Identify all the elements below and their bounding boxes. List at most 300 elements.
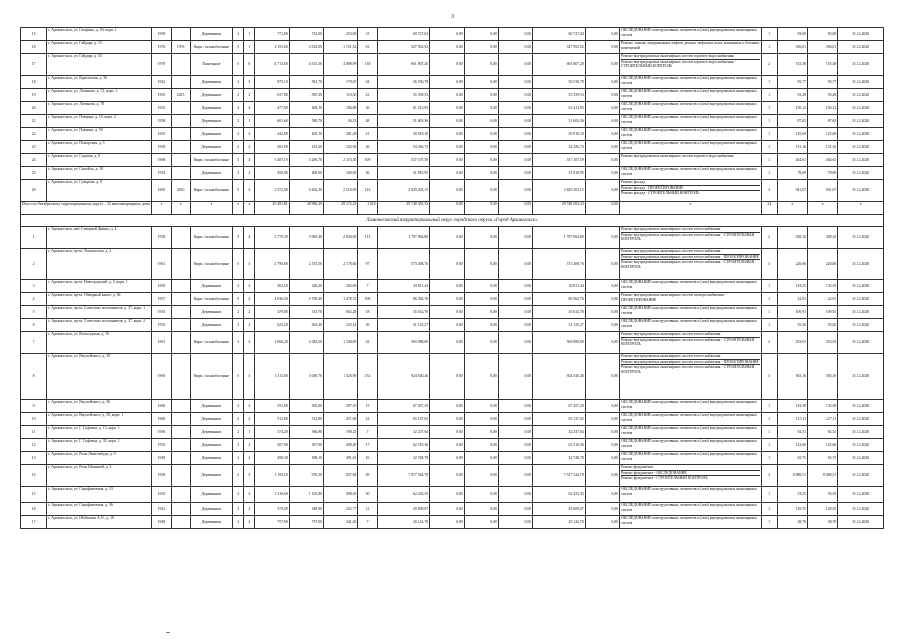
cell-repair-year bbox=[171, 319, 190, 332]
cell-row-number: 10 bbox=[21, 413, 47, 426]
cell-cost-fund: 0,00 bbox=[430, 400, 464, 413]
table-row bbox=[21, 439, 884, 452]
cell-entrances: 2 bbox=[244, 128, 255, 141]
subtotal-cell: x bbox=[808, 202, 838, 215]
cell-cost-other: 0,00 bbox=[585, 280, 619, 293]
cell-total-area: 442,90 bbox=[255, 128, 289, 141]
cell-cost-fund: 0,00 bbox=[430, 128, 464, 141]
cell-cost-city: 0,00 bbox=[498, 180, 532, 202]
table-body-upper bbox=[21, 28, 884, 202]
cell-floors: 2 bbox=[233, 89, 244, 102]
cell-deadline: 31.12.2020 bbox=[838, 516, 884, 529]
cell-cost-region: 0,00 bbox=[464, 516, 498, 529]
cell-floors: 5 bbox=[233, 249, 244, 280]
cell-entrances: 2 bbox=[244, 102, 255, 115]
cell-cost-total: 2 829 203,15 bbox=[377, 180, 430, 202]
cell-cost-total: 31 810,95 bbox=[377, 167, 430, 180]
cell-cost-region: 0,00 bbox=[464, 413, 498, 426]
cell-common-area: 498,40 bbox=[324, 439, 358, 452]
work-item: ОБСЛЕДОВАНИЕ конструктивных элементов и (или) внутридомовых инженерных систем bbox=[621, 89, 757, 98]
cell-floors: 5 bbox=[233, 180, 244, 202]
cell-cost-total: 65 137,02 bbox=[377, 413, 430, 426]
cell-build-year: 1954 bbox=[152, 167, 171, 180]
cell-cost-other: 0,00 bbox=[585, 102, 619, 115]
cell-unit-cost: 458,10 bbox=[777, 227, 807, 249]
cell-cost-other: 0,00 bbox=[585, 306, 619, 319]
cell-cost-region: 0,00 bbox=[464, 293, 498, 306]
cell-cost-region: 0,00 bbox=[464, 426, 498, 439]
cell-repair-year: 2010 bbox=[171, 180, 190, 202]
cell-row-number: 8 bbox=[21, 354, 47, 400]
subtotal-row bbox=[21, 202, 884, 215]
cell-address: г. Архангельск, ул. Серафимовича, д. 36 bbox=[47, 503, 152, 516]
cell-cost-owners: 50 918,10 bbox=[533, 128, 586, 141]
table-row bbox=[21, 332, 884, 354]
cell-cost-other: 0,00 bbox=[585, 54, 619, 76]
cell-floors: 2 bbox=[233, 439, 244, 452]
cell-row-number: 23 bbox=[21, 141, 47, 154]
cell-common-area: 491,61 bbox=[324, 452, 358, 465]
cell-deadline: 31.12.2020 bbox=[838, 249, 884, 280]
work-item: Ремонт внутридомовых инженерных систем электроснабжения - ПРОЕКТИРОВАНИЕ bbox=[621, 293, 726, 302]
cell-cost-other: 0,00 bbox=[585, 89, 619, 102]
cell-residents: 152 bbox=[358, 354, 377, 400]
cell-work-count: 1 bbox=[761, 41, 777, 54]
table-row bbox=[21, 41, 884, 54]
cell-entrances: 3 bbox=[244, 76, 255, 89]
subtotal-cell: 24 bbox=[761, 202, 777, 215]
cell-unit-cost: 123,66 bbox=[777, 439, 807, 452]
cell-row-number: 2 bbox=[21, 249, 47, 280]
cell-living-area: 4 315,30 bbox=[289, 54, 323, 76]
cell-residents: 48 bbox=[358, 115, 377, 128]
cell-wall-material: Панельные bbox=[190, 54, 232, 76]
cell-entrances: 2 bbox=[244, 141, 255, 154]
cell-work-count: 1 bbox=[761, 452, 777, 465]
cell-cost-owners: 537 107,59 bbox=[533, 154, 586, 167]
cell-build-year: 1948 bbox=[152, 516, 171, 529]
cell-repair-year: 2013 bbox=[171, 89, 190, 102]
work-item: Ремонт внутридомовых инженерных систем теплоснабжения - СТРОИТЕЛЬНЫЙ КОНТРОЛЬ bbox=[621, 337, 759, 347]
cell-deadline: 31.12.2020 bbox=[838, 141, 884, 154]
subtotal-cell: x bbox=[190, 202, 232, 215]
cell-row-number: 15 bbox=[21, 487, 47, 503]
cell-total-area: 3 572,90 bbox=[255, 180, 289, 202]
cell-cost-region: 0,00 bbox=[464, 41, 498, 54]
cell-entrances: 3 bbox=[244, 249, 255, 280]
cell-row-number: 18 bbox=[21, 76, 47, 89]
cell-entrances: 2 bbox=[244, 487, 255, 503]
cell-floors: 2 bbox=[233, 128, 244, 141]
work-item: ОБСЛЕДОВАНИЕ конструктивных элементов и (или) внутридомовых инженерных систем bbox=[621, 280, 757, 289]
cell-unit-cost: 87,65 bbox=[777, 115, 807, 128]
cell-common-area: 160,00 bbox=[324, 167, 358, 180]
cell-cost-owners: 569 088,00 bbox=[533, 332, 586, 354]
cell-deadline: 31.12.2020 bbox=[838, 426, 884, 439]
cell-cost-total: 573 408,76 bbox=[377, 249, 430, 280]
cell-max-cost: 264,61 bbox=[808, 154, 838, 167]
cell-cost-total: 661 807,20 bbox=[377, 54, 430, 76]
work-item: Ремонт внутридомовых инженерных систем горячего водоснабжения bbox=[621, 154, 734, 158]
cell-unit-cost: 125,69 bbox=[777, 128, 807, 141]
cell-common-area: 2 178,60 bbox=[324, 249, 358, 280]
work-item: Ремонт внутридомовых инженерных систем теплоснабжения - ПРОЕКТИРОВАНИЕ bbox=[621, 254, 759, 259]
subtotal-cell: x bbox=[777, 202, 807, 215]
cell-common-area: 602,28 bbox=[324, 306, 358, 319]
cell-cost-total: 7 917 544,78 bbox=[377, 465, 430, 487]
cell-cost-other: 0,00 bbox=[585, 167, 619, 180]
cell-unit-cost: 356,01 bbox=[777, 41, 807, 54]
cell-cost-fund: 0,00 bbox=[430, 154, 464, 167]
work-item: Ремонт фундамента - ОБСЛЕДОВАНИЕ bbox=[621, 470, 759, 476]
table-row bbox=[21, 452, 884, 465]
cell-entrances: 3 bbox=[244, 465, 255, 487]
cell-work-type bbox=[620, 354, 761, 400]
cell-max-cost: 55,26 bbox=[808, 319, 838, 332]
cell-work-type bbox=[620, 503, 761, 516]
cell-entrances: 2 bbox=[244, 400, 255, 413]
cell-floors: 5 bbox=[233, 227, 244, 249]
cell-wall-material: Деревянные bbox=[190, 413, 232, 426]
cell-address: г. Архангельск, ул. Садовая, д. 6 bbox=[47, 154, 152, 167]
cell-address: г. Архангельск, ул. Логинова, д. 78 bbox=[47, 102, 152, 115]
cell-max-cost: 226,06 bbox=[808, 249, 838, 280]
section-header-row bbox=[21, 215, 884, 227]
cell-deadline: 31.12.2020 bbox=[838, 54, 884, 76]
cell-cost-owners: 32 237,64 bbox=[533, 426, 586, 439]
cell-cost-city: 0,00 bbox=[498, 54, 532, 76]
cell-floors: 2 bbox=[233, 319, 244, 332]
cell-total-area: 3 487,10 bbox=[255, 154, 289, 167]
cell-total-area: 307,90 bbox=[255, 439, 289, 452]
cell-build-year: 1935 bbox=[152, 487, 171, 503]
cell-floors: 5 bbox=[233, 154, 244, 167]
cell-cost-owners: 31 810,95 bbox=[533, 167, 586, 180]
table-row bbox=[21, 154, 884, 167]
cell-cost-fund: 0,00 bbox=[430, 54, 464, 76]
cell-row-number: 5 bbox=[21, 306, 47, 319]
work-item: Ремонт внутридомовых инженерных систем теплоснабжения - СТРОИТЕЛЬНЫЙ КОНТРОЛЬ bbox=[621, 259, 759, 269]
cell-max-cost: 22,91 bbox=[808, 293, 838, 306]
cell-living-area: 409,10 bbox=[289, 102, 323, 115]
cell-cost-owners: 62 510,36 bbox=[533, 439, 586, 452]
cell-wall-material: Деревянные bbox=[190, 115, 232, 128]
cell-residents: 109 bbox=[358, 154, 377, 167]
cell-cost-other: 0,00 bbox=[585, 76, 619, 89]
cell-row-number: 11 bbox=[21, 426, 47, 439]
cell-cost-total: 537 107,59 bbox=[377, 154, 430, 167]
cell-max-cost: 87,65 bbox=[808, 115, 838, 128]
cell-common-area: 2 374,30 bbox=[324, 154, 358, 167]
cell-work-type bbox=[620, 41, 761, 54]
cell-work-type bbox=[620, 249, 761, 280]
cell-work-type bbox=[620, 293, 761, 306]
cell-cost-region: 0,00 bbox=[464, 167, 498, 180]
cell-build-year: 1955 bbox=[152, 439, 171, 452]
cell-unit-cost: 303,16 bbox=[777, 354, 807, 400]
cell-work-type bbox=[620, 180, 761, 202]
work-item: Ремонт внутридомовых инженерных систем горячего водоснабжения - СТРОИТЕЛЬНЫЙ КОНТРОЛЬ bbox=[621, 59, 759, 69]
subtotal-cell: 29 748 583,33 bbox=[533, 202, 586, 215]
cell-build-year: 1961 bbox=[152, 249, 171, 280]
cell-cost-city: 0,00 bbox=[498, 413, 532, 426]
cell-cost-owners: 32 748,78 bbox=[533, 452, 586, 465]
cell-address: г. Архангельск, ул. Розы Люксембург, д. 9 bbox=[47, 452, 152, 465]
cell-work-count: 1 bbox=[761, 487, 777, 503]
cell-wall-material: Деревянные bbox=[190, 28, 232, 41]
capital-repair-table bbox=[20, 27, 884, 529]
cell-wall-material: Деревянные bbox=[190, 141, 232, 154]
cell-unit-cost: 153,38 bbox=[777, 54, 807, 76]
cell-floors: 2 bbox=[233, 503, 244, 516]
cell-build-year: 1968 bbox=[152, 154, 171, 167]
work-item: Ремонт фундамента bbox=[621, 465, 654, 469]
cell-entrances: 3 bbox=[244, 180, 255, 202]
cell-residents: 21 bbox=[358, 503, 377, 516]
work-item: ОБСЛЕДОВАНИЕ конструктивных элементов и (или) внутридомовых инженерных систем bbox=[621, 503, 757, 512]
cell-work-type bbox=[620, 141, 761, 154]
cell-cost-city: 0,00 bbox=[498, 141, 532, 154]
cell-residents: 17 bbox=[358, 439, 377, 452]
work-item: Ремонт внутридомовых инженерных систем теплоснабжения bbox=[621, 332, 721, 336]
cell-cost-region: 0,00 bbox=[464, 89, 498, 102]
work-item: Ремонт внутридомовых инженерных систем теплоснабжения - ПРОЕКТИРОВАНИЕ bbox=[621, 359, 759, 364]
cell-residents: 113 bbox=[358, 227, 377, 249]
cell-residents: 41 bbox=[358, 89, 377, 102]
cell-common-area: 4 088,99 bbox=[324, 54, 358, 76]
cell-build-year: 1939 bbox=[152, 141, 171, 154]
cell-deadline: 31.12.2020 bbox=[838, 102, 884, 115]
cell-work-count: 1 bbox=[761, 102, 777, 115]
cell-common-area: 102,50 bbox=[324, 141, 358, 154]
cell-work-type bbox=[620, 452, 761, 465]
cell-repair-year bbox=[171, 487, 190, 503]
cell-living-area: 976,50 bbox=[289, 465, 323, 487]
cell-cost-other: 0,00 bbox=[585, 41, 619, 54]
cell-deadline: 31.12.2020 bbox=[838, 400, 884, 413]
work-item: ОБСЛЕДОВАНИЕ конструктивных элементов и (или) внутридомовых инженерных систем bbox=[621, 439, 757, 448]
cell-unit-cost: 93,28 bbox=[777, 89, 807, 102]
cell-cost-total: 60 727,04 bbox=[377, 28, 430, 41]
cell-build-year: 1976 bbox=[152, 41, 171, 54]
work-item: ОБСЛЕДОВАНИЕ конструктивных элементов и (или) внутридомовых инженерных систем bbox=[621, 128, 757, 137]
cell-build-year: 1955 bbox=[152, 319, 171, 332]
cell-cost-city: 0,00 bbox=[498, 400, 532, 413]
subtotal-block bbox=[21, 202, 884, 227]
cell-work-type bbox=[620, 128, 761, 141]
cell-wall-material: Деревянные bbox=[190, 452, 232, 465]
cell-max-cost: 95,77 bbox=[808, 76, 838, 89]
cell-repair-year bbox=[171, 452, 190, 465]
cell-unit-cost: 150,12 bbox=[777, 102, 807, 115]
table-row bbox=[21, 128, 884, 141]
cell-cost-other: 0,00 bbox=[585, 426, 619, 439]
cell-unit-cost: 83,00 bbox=[777, 28, 807, 41]
cell-build-year: 1958 bbox=[152, 115, 171, 128]
cell-entrances: 2 bbox=[244, 89, 255, 102]
cell-entrances: 4 bbox=[244, 227, 255, 249]
work-item: Ремонт внутридомовых инженерных систем теплоснабжения bbox=[621, 354, 721, 358]
cell-address: г. Архангельск, пр-кт. Советских космонавтов, д. 37, корп. 2 bbox=[47, 319, 152, 332]
cell-floors: 5 bbox=[233, 41, 244, 54]
cell-cost-owners: 51 603,36 bbox=[533, 115, 586, 128]
cell-common-area: 1 478,72 bbox=[324, 293, 358, 306]
cell-address: г. Архангельск, ул. Гайдара, д. 53 bbox=[47, 54, 152, 76]
table-row bbox=[21, 102, 884, 115]
work-item: ОБСЛЕДОВАНИЕ конструктивных элементов и (или) внутридомовых инженерных систем bbox=[621, 487, 757, 496]
cell-unit-cost: 55,26 bbox=[777, 319, 807, 332]
cell-floors: 5 bbox=[233, 293, 244, 306]
cell-common-area: 241,20 bbox=[324, 516, 358, 529]
cell-work-count: 1 bbox=[761, 128, 777, 141]
subtotal-cell: 29 172,25 bbox=[324, 202, 358, 215]
work-item: ОБСЛЕДОВАНИЕ конструктивных элементов и (или) внутридомовых инженерных систем bbox=[621, 400, 757, 409]
table-row bbox=[21, 354, 884, 400]
cell-floors: 2 bbox=[233, 400, 244, 413]
cell-unit-cost: 226,06 bbox=[777, 249, 807, 280]
cell-residents: 36 bbox=[358, 167, 377, 180]
cell-floors: 2 bbox=[233, 280, 244, 293]
cell-cost-total: 1 787 964,80 bbox=[377, 227, 430, 249]
cell-address: г. Архангельск, ул. Гайдара, д. 15 bbox=[47, 41, 152, 54]
cell-repair-year bbox=[171, 293, 190, 306]
cell-cost-owners: 1 787 964,80 bbox=[533, 227, 586, 249]
cell-build-year: 1958 bbox=[152, 28, 171, 41]
work-item: ОБСЛЕДОВАНИЕ конструктивных элементов и (или) внутридомовых инженерных систем bbox=[621, 452, 757, 461]
table-row bbox=[21, 465, 884, 487]
table-row bbox=[21, 28, 884, 41]
page-number: 3 bbox=[451, 14, 454, 20]
cell-wall-material: Кирп./ шлакоблочные bbox=[190, 293, 232, 306]
cell-cost-owners: 20 142,70 bbox=[533, 516, 586, 529]
cell-floors: 2 bbox=[233, 76, 244, 89]
cell-entrances: 2 bbox=[244, 439, 255, 452]
cell-cost-owners: 67 457,29 bbox=[533, 400, 586, 413]
cell-deadline: 31.12.2020 bbox=[838, 354, 884, 400]
cell-deadline: 31.12.2020 bbox=[838, 319, 884, 332]
cell-residents: 42 bbox=[358, 332, 377, 354]
cell-work-type bbox=[620, 280, 761, 293]
cell-cost-region: 0,00 bbox=[464, 154, 498, 167]
cell-cost-fund: 0,00 bbox=[430, 487, 464, 503]
cell-wall-material: Кирп./ шлакоблочные bbox=[190, 227, 232, 249]
cell-cost-owners: 45 609,07 bbox=[533, 503, 586, 516]
cell-total-area: 479,80 bbox=[255, 306, 289, 319]
cell-residents: 21 bbox=[358, 128, 377, 141]
cell-row-number: 24 bbox=[21, 154, 47, 167]
work-item: ОБСЛЕДОВАНИЕ конструктивных элементов и (или) внутридомовых инженерных систем bbox=[621, 516, 757, 525]
cell-address: г. Архангельск, ул. Розы Шаниной, д. 2 bbox=[47, 465, 152, 487]
cell-cost-region: 0,00 bbox=[464, 76, 498, 89]
cell-unit-cost: 264,61 bbox=[777, 154, 807, 167]
cell-cost-region: 0,00 bbox=[464, 452, 498, 465]
cell-work-count: 1 bbox=[761, 154, 777, 167]
work-item: ОБСЛЕДОВАНИЕ конструктивных элементов и (или) внутридомовых инженерных систем bbox=[621, 306, 757, 315]
cell-repair-year bbox=[171, 102, 190, 115]
cell-cost-region: 0,00 bbox=[464, 180, 498, 202]
cell-build-year: 1965 bbox=[152, 180, 171, 202]
cell-row-number: 16 bbox=[21, 41, 47, 54]
cell-cost-region: 0,00 bbox=[464, 503, 498, 516]
cell-cost-total: 56 530,78 bbox=[377, 76, 430, 89]
cell-wall-material: Деревянные bbox=[190, 280, 232, 293]
cell-cost-city: 0,00 bbox=[498, 249, 532, 280]
cell-living-area: 328,20 bbox=[289, 280, 323, 293]
cell-address: г. Архангельск, ул. Выучейского, д. 56 bbox=[47, 400, 152, 413]
cell-cost-city: 0,00 bbox=[498, 102, 532, 115]
cell-cost-other: 0,00 bbox=[585, 28, 619, 41]
cell-entrances: 4 bbox=[244, 293, 255, 306]
cell-common-area: 186,80 bbox=[324, 102, 358, 115]
cell-work-count: 1 bbox=[761, 293, 777, 306]
cell-work-type bbox=[620, 332, 761, 354]
cell-wall-material: Деревянные bbox=[190, 503, 232, 516]
cell-address: г. Архангельск, ул. Вологодская, д. 10 bbox=[47, 332, 152, 354]
work-item: Ремонт внутридомовых инженерных систем теплоснабжения bbox=[621, 227, 721, 231]
cell-wall-material: Деревянные bbox=[190, 167, 232, 180]
cell-cost-other: 0,00 bbox=[585, 293, 619, 306]
cell-residents: 7 bbox=[358, 426, 377, 439]
cell-entrances: 2 bbox=[244, 413, 255, 426]
cell-cost-owners: 573 408,76 bbox=[533, 249, 586, 280]
table-row bbox=[21, 227, 884, 249]
cell-living-area: 405,10 bbox=[289, 128, 323, 141]
cell-total-area: 757,90 bbox=[255, 516, 289, 529]
cell-floors: 2 bbox=[233, 28, 244, 41]
cell-cost-total: 45 609,07 bbox=[377, 503, 430, 516]
cell-total-area: 363,50 bbox=[255, 280, 289, 293]
cell-cost-city: 0,00 bbox=[498, 426, 532, 439]
cell-max-cost: 28,70 bbox=[808, 516, 838, 529]
cell-work-type bbox=[620, 89, 761, 102]
cell-cost-fund: 0,00 bbox=[430, 426, 464, 439]
cell-total-area: 203,90 bbox=[255, 141, 289, 154]
cell-wall-material: Деревянные bbox=[190, 487, 232, 503]
subtotal-cell: 0,00 bbox=[498, 202, 532, 215]
cell-residents: 15 bbox=[358, 400, 377, 413]
cell-entrances: 2 bbox=[244, 306, 255, 319]
work-item: ОБСЛЕДОВАНИЕ конструктивных элементов и (или) внутридомовых инженерных систем bbox=[621, 426, 757, 435]
cell-work-type bbox=[620, 167, 761, 180]
cell-cost-region: 0,00 bbox=[464, 115, 498, 128]
cell-build-year: 1955 bbox=[152, 128, 171, 141]
work-item: ОБСЛЕДОВАНИЕ конструктивных элементов и (или) внутридомовых инженерных систем bbox=[621, 76, 757, 85]
cell-entrances: 6 bbox=[244, 54, 255, 76]
cell-cost-region: 0,00 bbox=[464, 319, 498, 332]
cell-max-cost: 127,11 bbox=[808, 413, 838, 426]
cell-floors: 2 bbox=[233, 452, 244, 465]
cell-cost-city: 0,00 bbox=[498, 154, 532, 167]
cell-living-area: 348,90 bbox=[289, 503, 323, 516]
cell-cost-city: 0,00 bbox=[498, 167, 532, 180]
table-row bbox=[21, 89, 884, 102]
cell-total-area: 4 036,50 bbox=[255, 293, 289, 306]
cell-work-count: 3 bbox=[761, 249, 777, 280]
cell-build-year: 1957 bbox=[152, 293, 171, 306]
cell-total-area: 498,30 bbox=[255, 452, 289, 465]
work-item: ОБСЛЕДОВАНИЕ конструктивных элементов и (или) внутридомовых инженерных систем bbox=[621, 413, 757, 422]
cell-residents: 26 bbox=[358, 102, 377, 115]
cell-cost-fund: 0,00 bbox=[430, 180, 464, 202]
cell-living-area: 3 206,70 bbox=[289, 154, 323, 167]
cell-cost-fund: 0,00 bbox=[430, 413, 464, 426]
cell-entrances: 1 bbox=[244, 41, 255, 54]
cell-residents: 97 bbox=[358, 249, 377, 280]
cell-work-type bbox=[620, 102, 761, 115]
cell-cost-fund: 0,00 bbox=[430, 439, 464, 452]
subtotal-cell: 45 491,81 bbox=[255, 202, 289, 215]
cell-cost-fund: 0,00 bbox=[430, 503, 464, 516]
